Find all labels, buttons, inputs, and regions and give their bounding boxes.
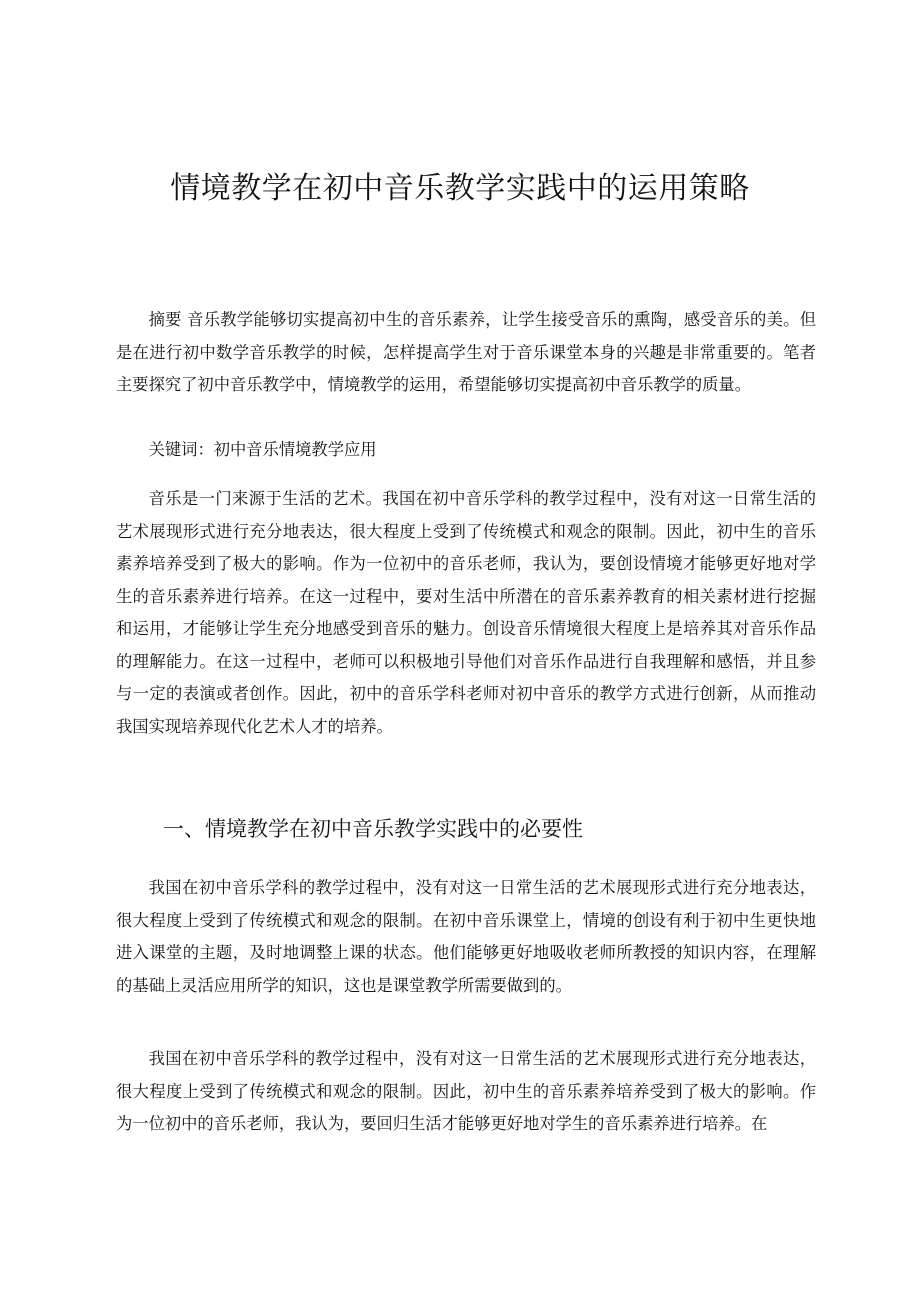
abstract-label: 摘要 bbox=[148, 310, 182, 329]
section-paragraph-1: 我国在初中音乐学科的教学过程中，没有对这一日常生活的艺术展现形式进行充分地表达，很大程度上受到了传统模式和观念的限制。在初中音乐课堂上，情境的创设有利于初中生更快地进入课堂的主题，及时地调整上课的状态。他们能够更好地吸收老师所教授的知识内容，在理解的基础上灵活应用所学的知识，这也是课堂教学所需要做到的。 bbox=[116, 878, 816, 995]
intro-paragraph: 音乐是一门来源于生活的艺术。我国在初中音乐学科的教学过程中，没有对这一日常生活的艺术展现形式进行充分地表达，很大程度上受到了传统模式和观念的限制。因此，初中生的音乐素养培养受到了极大的影响。作为一位初中的音乐老师，我认为，要创设情境才能够更好地对学生的音乐素养进行培养。在这一过程中，要对生活中所潜在的音乐素养教育的相关素材进行挖掘和运用，才能够让学生充分地感受到音乐的魅力。创设音乐情境很大程度上是培养其对音乐作品的理解能力。在这一过程中，老师可以积极地引导他们对音乐作品进行自我理解和感悟，并且参与一定的表演或者创作。因此，初中的音乐学科老师对初中音乐的教学方式进行创新，从而推动我国实现培养现代化艺术人才的培养。 bbox=[116, 489, 816, 736]
keywords-paragraph bbox=[116, 434, 816, 467]
document-title: 情境教学在初中音乐教学实践中的运用策略 bbox=[170, 171, 750, 206]
abstract-paragraph bbox=[116, 304, 816, 402]
keywords-label: 关键词： bbox=[148, 440, 214, 459]
abstract-text: 音乐教学能够切实提高初中生的音乐素养，让学生接受音乐的熏陶，感受音乐的美。但是在进行初中数学音乐教学的时候，怎样提高学生对于音乐课堂本身的兴趣是非常重要的。笔者主要探究了初中音乐教学中，情境教学的运用，希望能够切实提高初中音乐教学的质量。 bbox=[116, 310, 816, 394]
section-paragraph-2: 我国在初中音乐学科的教学过程中，没有对这一日常生活的艺术展现形式进行充分地表达，很大程度上受到了传统模式和观念的限制。因此，初中生的音乐素养培养受到了极大的影响。作为一位初中的音乐老师，我认为，要回归生活才能够更好地对学生的音乐素养进行培养。在 bbox=[116, 1049, 816, 1133]
section-heading: 一、情境教学在初中音乐教学实践中的必要性 bbox=[163, 817, 583, 841]
keywords-text: 初中音乐情境教学应用 bbox=[213, 440, 377, 459]
